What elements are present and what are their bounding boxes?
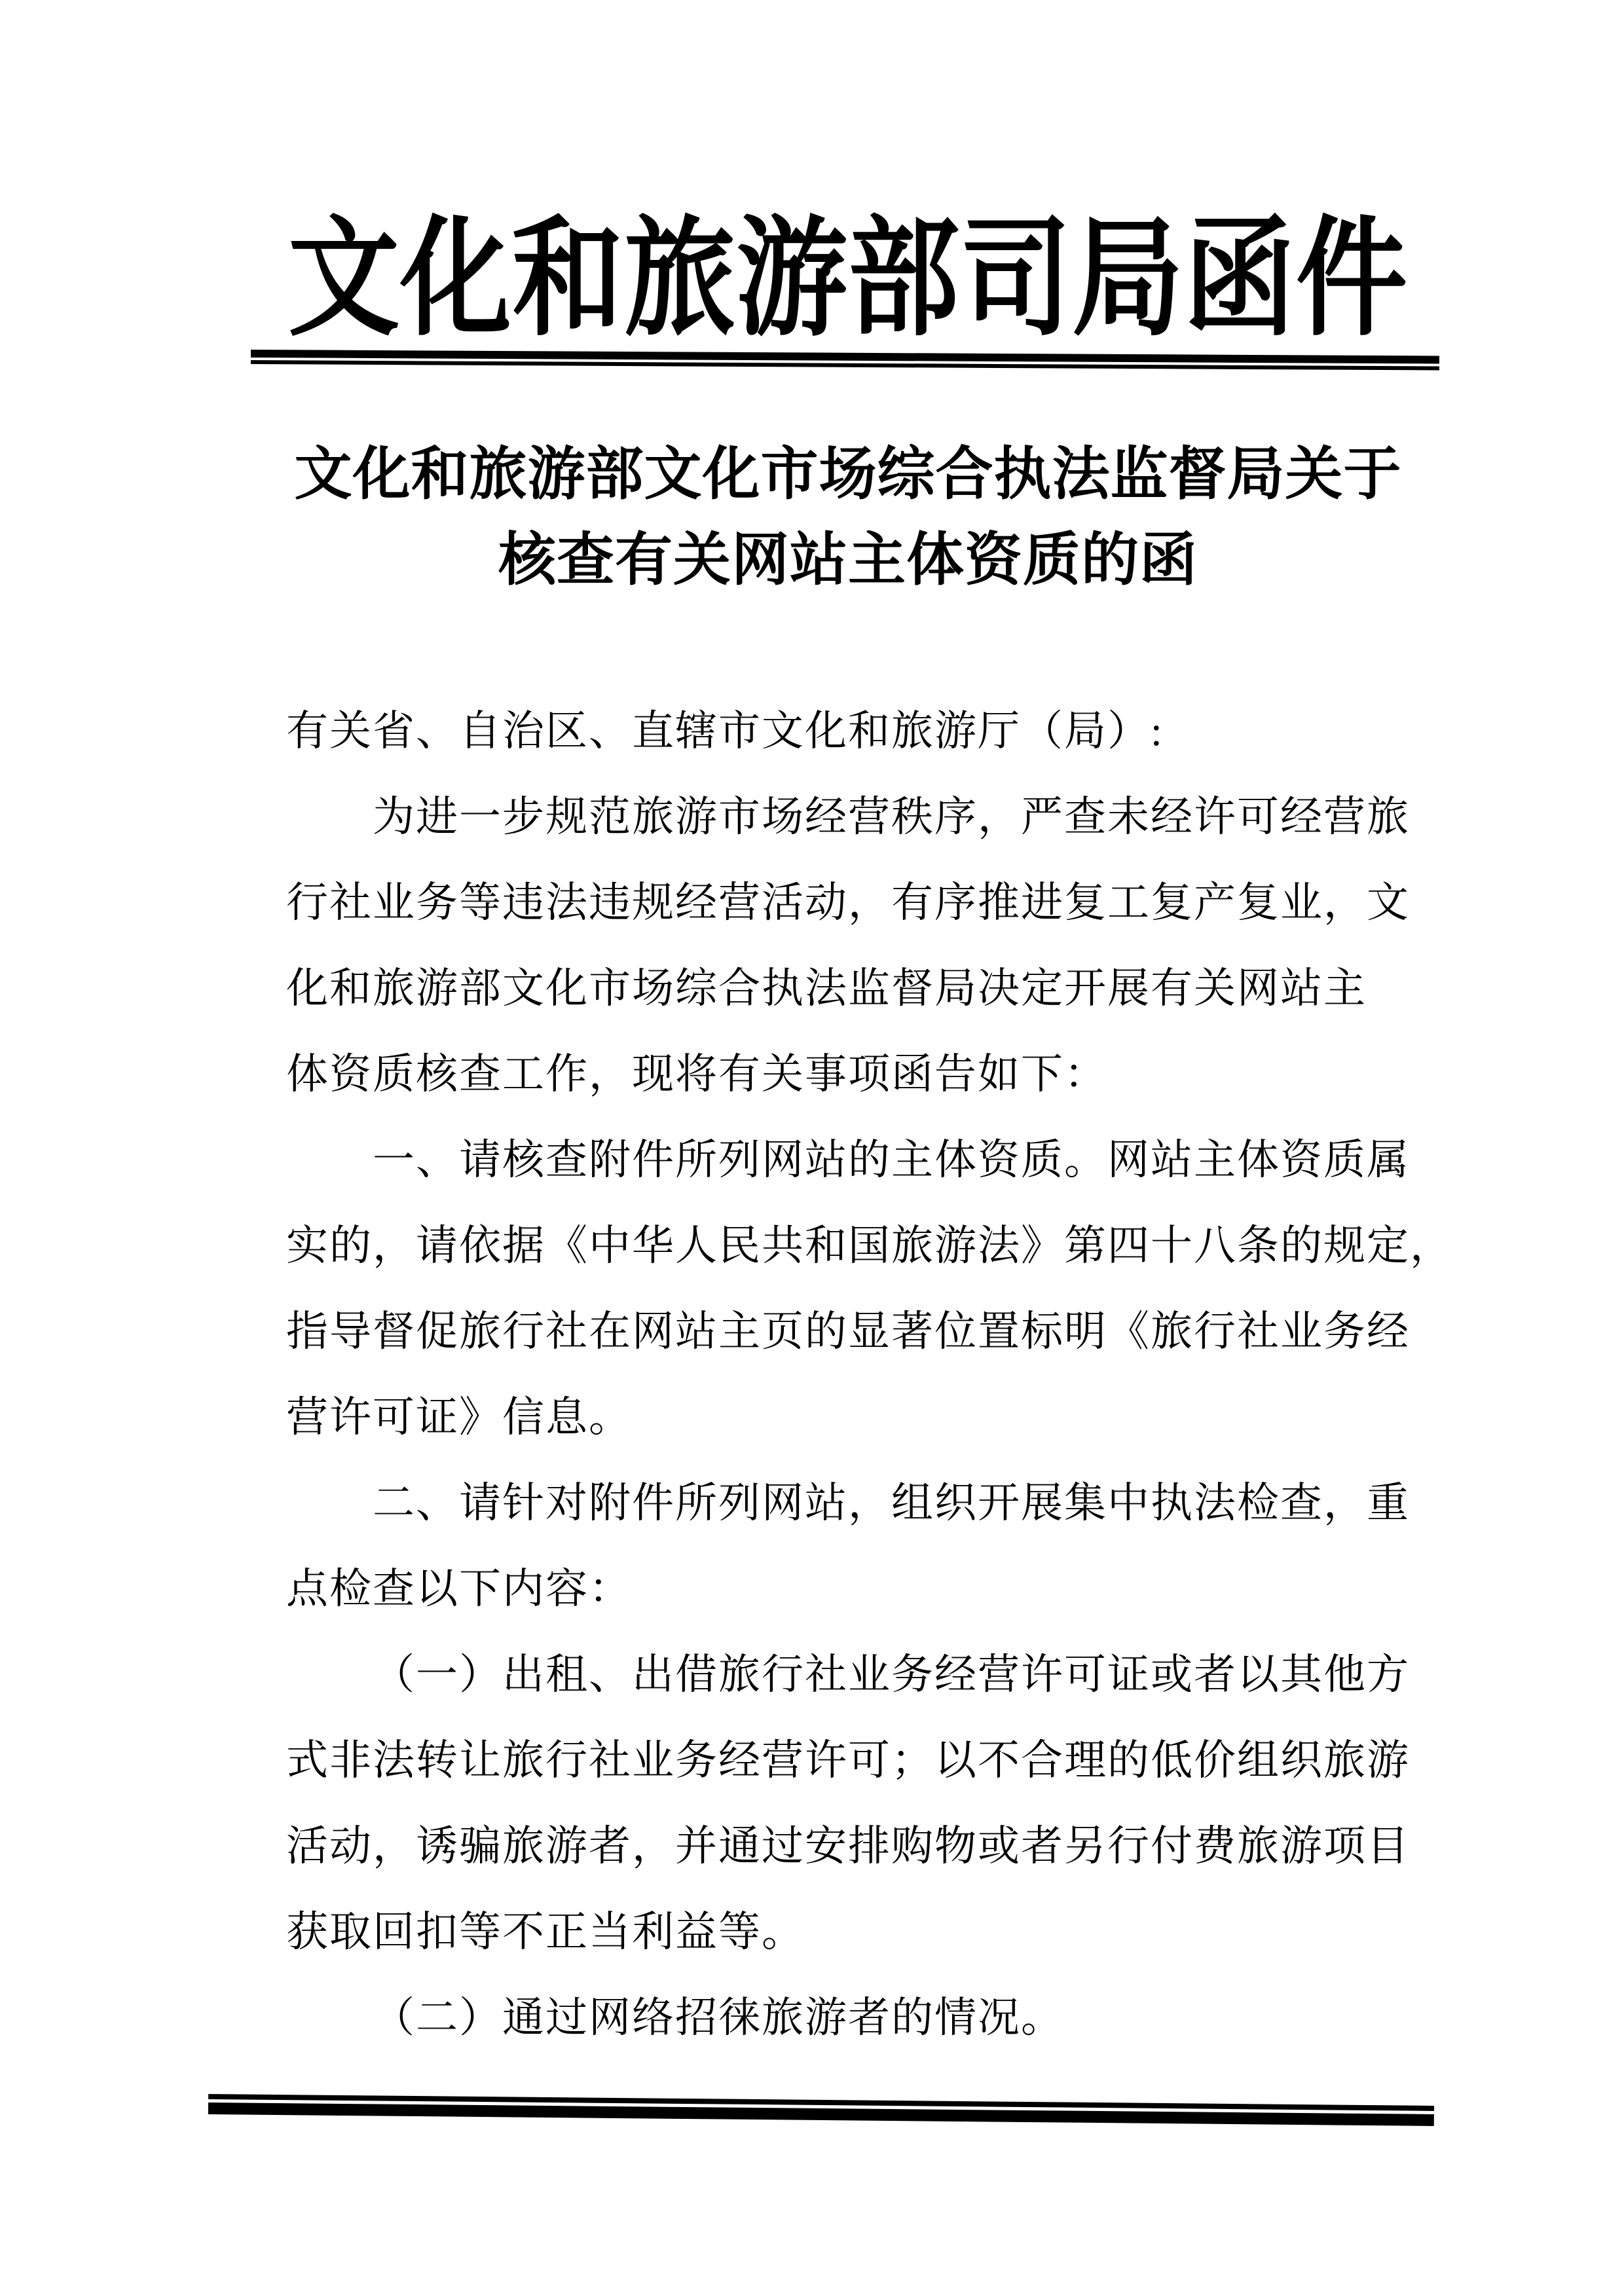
body-line: 获取回扣等不正当利益等。: [286, 1909, 805, 1955]
document-title-line-2: 核查有关网站主体资质的函: [498, 529, 1198, 593]
body-line: 活动，诱骗旅游者，并通过安排购物或者另行付费旅游项目: [286, 1823, 1410, 1869]
page-bottom-rule: [208, 2094, 1434, 2126]
body-line: （一）出租、出借旅行社业务经营许可证或者以其他方: [373, 1651, 1410, 1698]
letterhead-title: 文化和旅游部司局函件: [287, 208, 1408, 352]
body-line: 指导督促旅行社在网站主页的显著位置标明《旅行社业务经: [286, 1308, 1410, 1355]
body-line: 实的，请依据《中华人民共和国旅游法》第四十八条的规定，: [286, 1222, 1453, 1269]
body-line: 二、请针对附件所列网站，组织开展集中执法检查，重: [373, 1480, 1410, 1526]
body-line: 体资质核查工作，现将有关事项函告如下：: [286, 1051, 1107, 1097]
salutation-line: 有关省、自治区、直辖市文化和旅游厅（局）:: [286, 708, 1164, 754]
body-line: （二）通过网络招徕旅游者的情况。: [373, 1994, 1064, 2041]
body-line: 式非法转让旅行社业务经营许可；以不合理的低价组织旅游: [286, 1737, 1410, 1784]
body-text: [286, 688, 1452, 2061]
body-line: 化和旅游部文化市场综合执法监督局决定开展有关网站主: [286, 965, 1367, 1012]
body-line: 点检查以下内容：: [286, 1566, 632, 1612]
body-line: 行社业务等违法违规经营活动，有序推进复工复产复业，文: [286, 879, 1410, 926]
document-title-line-1: 文化和旅游部文化市场综合执法监督局关于: [294, 443, 1402, 507]
body-line: 营许可证》信息。: [286, 1394, 632, 1441]
body-line: 一、请核查附件所列网站的主体资质。网站主体资质属: [373, 1137, 1410, 1183]
body-line: 为进一步规范旅游市场经营秩序，严查未经许可经营旅: [373, 794, 1410, 840]
document-title: [72, 432, 1624, 604]
